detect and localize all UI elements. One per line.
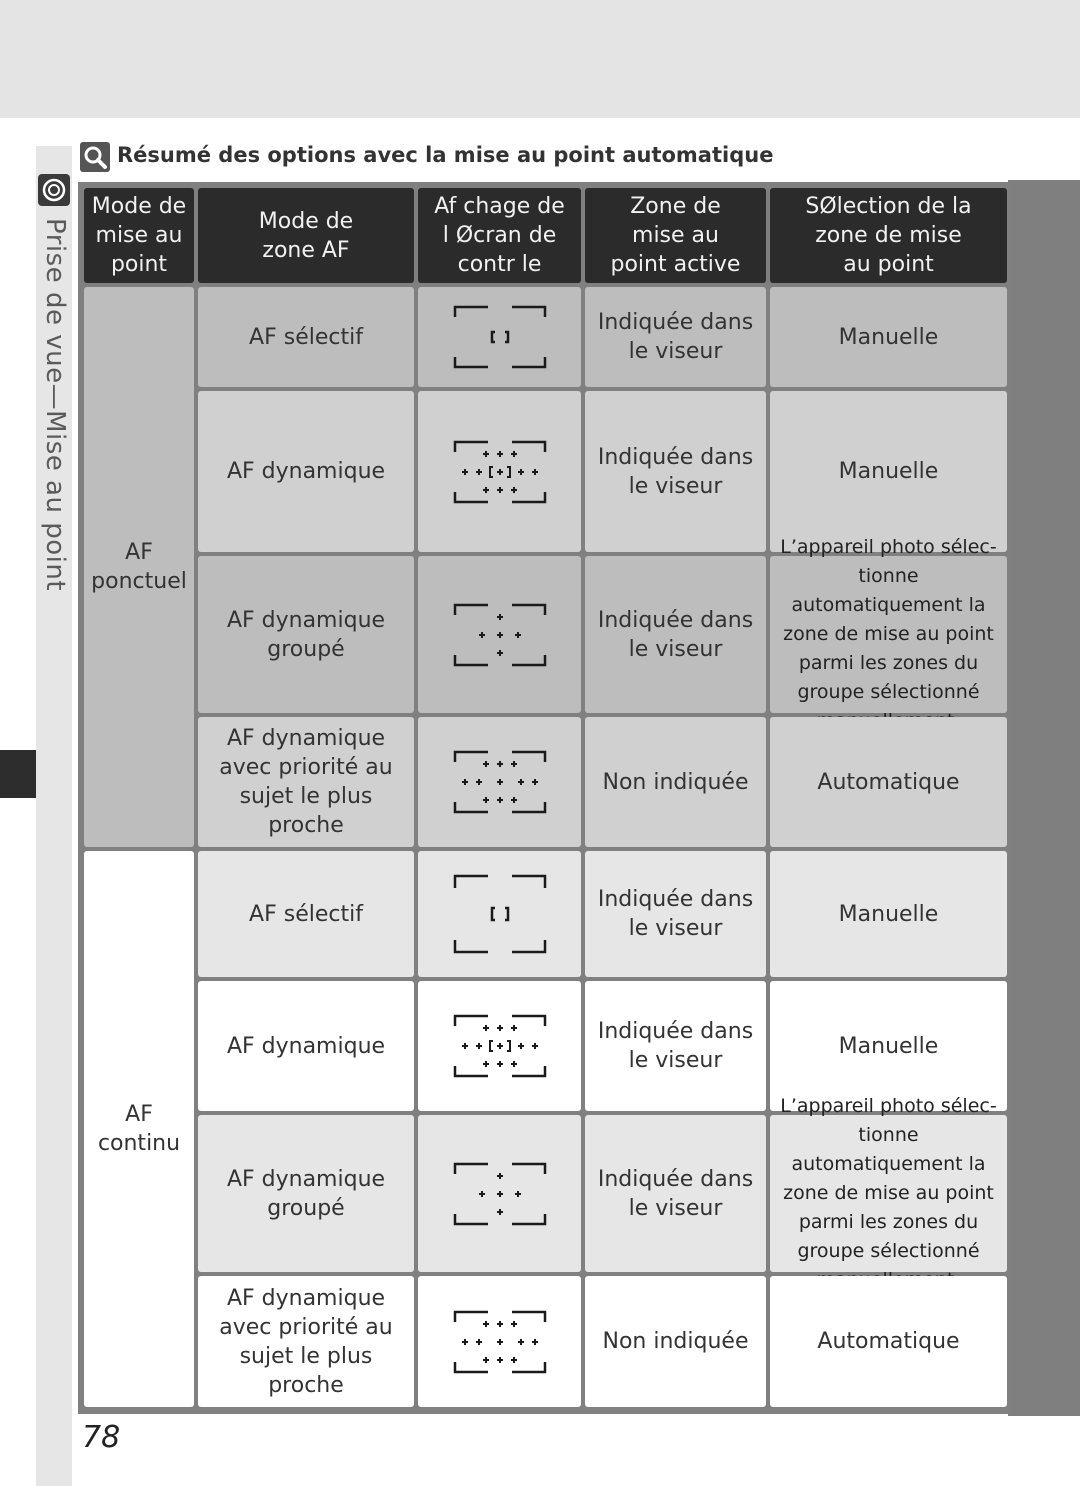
- selection-cell: Automatique: [770, 1276, 1007, 1407]
- right-margin-bar: [1008, 180, 1080, 1416]
- active-zone-cell: Non indiquée: [585, 717, 766, 847]
- closest-subject-af-icon: [453, 1310, 547, 1374]
- display-cell: [418, 717, 581, 847]
- active-zone-cell: Indiquée dans le viseur: [585, 851, 766, 977]
- active-zone-cell: Indiquée dans le viseur: [585, 981, 766, 1111]
- single-area-af-icon: [453, 305, 547, 369]
- selection-cell: Manuelle: [770, 287, 1007, 387]
- af-area-mode-cell: AF dynamique avec priorité au sujet le plus proche: [198, 1276, 414, 1407]
- group-dynamic-af-icon: [453, 1162, 547, 1226]
- chapter-side-title: Prise de vue—Mise au point: [40, 218, 70, 592]
- selection-cell: tionne automatiquement la zone de mise au point parmi les zones du groupe sélectionné: [770, 1115, 1007, 1272]
- display-cell: [418, 391, 581, 552]
- af-area-mode-cell: AF dynamique groupé: [198, 1115, 414, 1272]
- closest-subject-af-icon: [453, 750, 547, 814]
- header-af-area-mode: Mode de zone AF: [198, 188, 414, 283]
- selection-cell: Manuelle: [770, 981, 1007, 1111]
- header-focus-mode: Mode de mise au point: [84, 188, 194, 283]
- dynamic-area-af-icon: [453, 440, 547, 504]
- page-number: 78: [82, 1420, 121, 1455]
- active-zone-cell: Non indiquée: [585, 1276, 766, 1407]
- focus-mode-icon: [38, 174, 70, 206]
- selection-cell: Automatique: [770, 717, 1007, 847]
- selection-cell: tionne automatiquement la zone de mise au point parmi les zones du groupe sélectionné: [770, 556, 1007, 713]
- active-zone-cell: Indiquée dans le viseur: [585, 287, 766, 387]
- display-cell: [418, 287, 581, 387]
- group-dynamic-af-icon: [453, 603, 547, 667]
- single-area-af-icon: [453, 874, 547, 954]
- display-cell: [418, 556, 581, 713]
- group-label-af-ponctuel: AF ponctuel: [84, 287, 194, 847]
- selection-cell: Manuelle: [770, 391, 1007, 552]
- display-cell: [418, 1276, 581, 1407]
- af-area-mode-cell: AF dynamique: [198, 981, 414, 1111]
- af-area-mode-cell: AF sélectif: [198, 287, 414, 387]
- active-zone-cell: Indiquée dans le viseur: [585, 1115, 766, 1272]
- group-label-af-continu: AF continu: [84, 851, 194, 1407]
- top-band: [0, 0, 1080, 118]
- display-cell: [418, 851, 581, 977]
- header-active-focus-area: Zone de mise au point active: [585, 188, 766, 283]
- display-cell: [418, 981, 581, 1111]
- af-area-mode-cell: AF dynamique: [198, 391, 414, 552]
- af-area-mode-cell: AF sélectif: [198, 851, 414, 977]
- dynamic-area-af-icon: [453, 1014, 547, 1078]
- active-zone-cell: Indiquée dans le viseur: [585, 391, 766, 552]
- af-area-mode-cell: AF dynamique avec priorité au sujet le plus proche: [198, 717, 414, 847]
- af-area-mode-cell: AF dynamique groupé: [198, 556, 414, 713]
- magnifier-icon: [80, 142, 110, 172]
- header-control-panel-display: Af chage de l Øcran de contr le: [418, 188, 581, 283]
- chapter-tab: [0, 750, 36, 798]
- section-title: Résumé des options avec la mise au point automatique: [117, 143, 774, 167]
- selection-cell: Manuelle: [770, 851, 1007, 977]
- display-cell: [418, 1115, 581, 1272]
- header-focus-area-selection: SØlection de la zone de mise au point: [770, 188, 1007, 283]
- active-zone-cell: Indiquée dans le viseur: [585, 556, 766, 713]
